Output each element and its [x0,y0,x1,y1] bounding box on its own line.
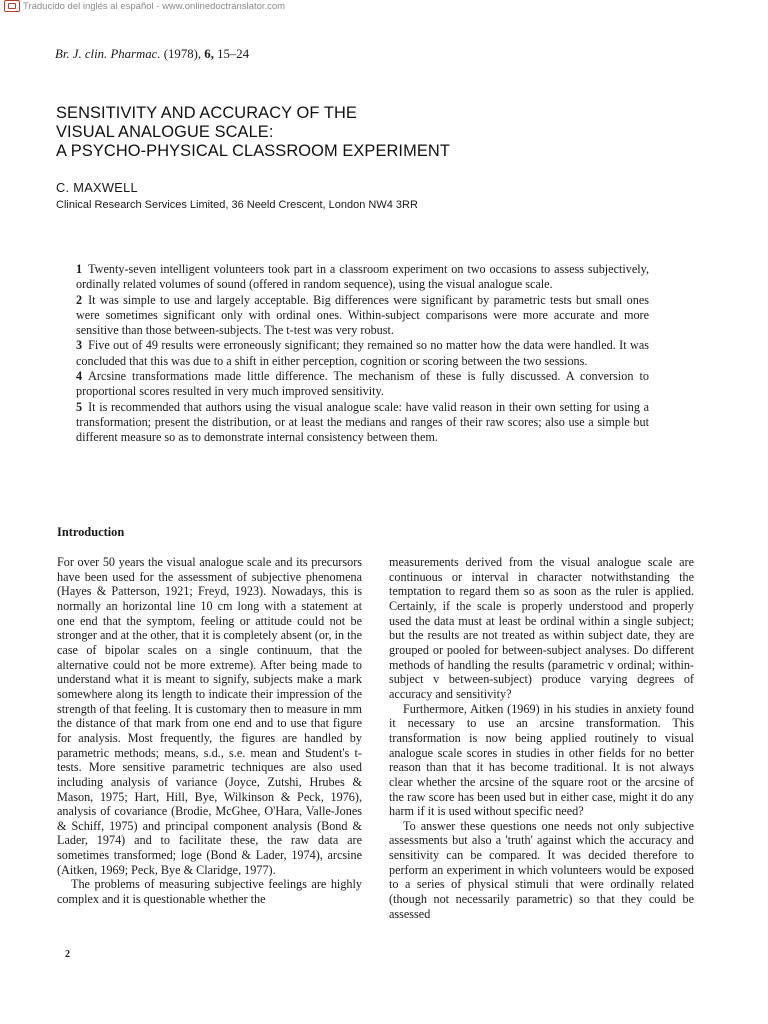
title-line: A PSYCHO-PHYSICAL CLASSROOM EXPERIMENT [56,142,450,160]
paragraph: For over 50 years the visual analogue scale and its precursors have been used for the assessment of subjective phenomena (Hayes & Patterson, 1921; Freyd, 1923). Nowadays, this is normally an horizontal line 10 cm long with a statement at one end that the symptom, feeling or attitude could not be stronger and at the other, that it is completely absent (or, in the case of bipolar scales on a single continuum, that the alternative could not be more extreme). After being made to understand what it is meant to signify, subjects make a mark somewhere along its length to indicate their impression of the strength of that feeling. It is customary then to measure in mm the distance of that mark from one end and to use that figure for analysis. Most frequently, the figures are handled by parametric methods; means, s.d., s.e. mean and Student's t-tests. More sensitive parametric techniques are also used including analysis of variance (Joyce, Zutshi, Hrubes & Mason, 1975; Hart, Hill, Bye, Wilkinson & Peck, 1976), analysis of covariance (Brodie, McGhee, O'Hara, Valle-Jones & Schiff, 1975) and principal component analysis (Bond & Lader, 1974) and to facilitate these, the raw data are sometimes transformed; loge (Bond & Lader, 1974), arcsine (Aitken, 1969; Peck, Bye & Claridge, 1977). [57,555,362,877]
journal-citation [55,47,249,62]
paragraph: To answer these questions one needs not only subjective assessments but also a 'truth' against which the accuracy and sensitivity can be compared. It was decided therefore to perform an experiment in which volunteers would be exposed to a series of physical stimuli that were ordinally related (though not necessarily parametric) so that they could be assessed [389,818,694,921]
abstract-item: 2 It was simple to use and largely acceptable. Big differences were significant by parametric tests but small ones were sometimes significant only with ordinal ones. Within-subject comparisons were more accurate and more sensitive than those between-subjects. The t-test was very robust. [76,292,649,337]
journal-name: Br. J. clin. Pharmac. [55,47,161,61]
abstract-item: 5 It is recommended that authors using the visual analogue scale: have valid reason in their own setting for using a transformation; present the distribution, or at least the medians and ranges of their raw scores; also use a simple but different measure so as to demonstrate internal consistency between them. [76,399,649,444]
left-column [57,555,362,907]
abstract-item: 1 Twenty-seven intelligent volunteers took part in a classroom experiment on two occasions to assess subjectively, ordinally related volumes of sound (offered in random sequence), using the visual analogue scale. [76,262,649,292]
abstract-item: 3 Five out of 49 results were erroneously significant; they remained so no matter how the data were handled. It was concluded that this was due to a shift in either perception, cognition or scoring between the two sessions. [76,338,649,368]
author-affiliation: Clinical Research Services Limited, 36 Neeld Crescent, London NW4 3RR [56,199,418,211]
paragraph: Furthermore, Aitken (1969) in his studies in anxiety found it necessary to use an arcsine transformation. This transformation is now being applied routinely to visual analogue scale scores in studies in other fields for no better reason than that it has become traditional. It is not always clear whether the arcsine of the square root or the arcsine of the raw score has been used but in either case, might it do any harm if it is used without specific need? [389,701,694,819]
author-name: C. MAXWELL [56,180,138,195]
paragraph: measurements derived from the visual analogue scale are continuous or interval in character notwithstanding the temptation to regard them so as soon as the ruler is applied. Certainly, if the scale is properly understood and properly used the data must at least be ordinal within a single subject; but the results are not treated as within subject date, they are grouped or pooled for between-subject analyses. Do different methods of handling the results (parametric v ordinal; within-subject v between-subject) produce varying degrees of accuracy and sensitivity? [389,555,694,701]
paper-title [56,104,450,161]
abstract [76,262,649,445]
translator-banner[interactable] [4,0,285,12]
section-heading-introduction: Introduction [57,525,125,539]
right-column [389,555,694,921]
pdf-translator-icon [4,0,20,12]
journal-year: (1978), [163,47,202,61]
paragraph: The problems of measuring subjective feelings are highly complex and it is questionable whether the [57,877,362,907]
title-line: VISUAL ANALOGUE SCALE: [56,123,274,141]
title-line: SENSITIVITY AND ACCURACY OF THE [56,104,357,122]
banner-text[interactable]: Traducido del inglés al español - www.onlinedoctranslator.com [23,0,286,12]
journal-volume: 6, [204,47,214,61]
journal-pages: 15–24 [217,47,250,61]
page-number: 2 [65,949,70,960]
abstract-item: 4 Arcsine transformations made little difference. The mechanism of these is fully discussed. A conversion to proportional scores resulted in very much improved sensitivity. [76,368,649,399]
